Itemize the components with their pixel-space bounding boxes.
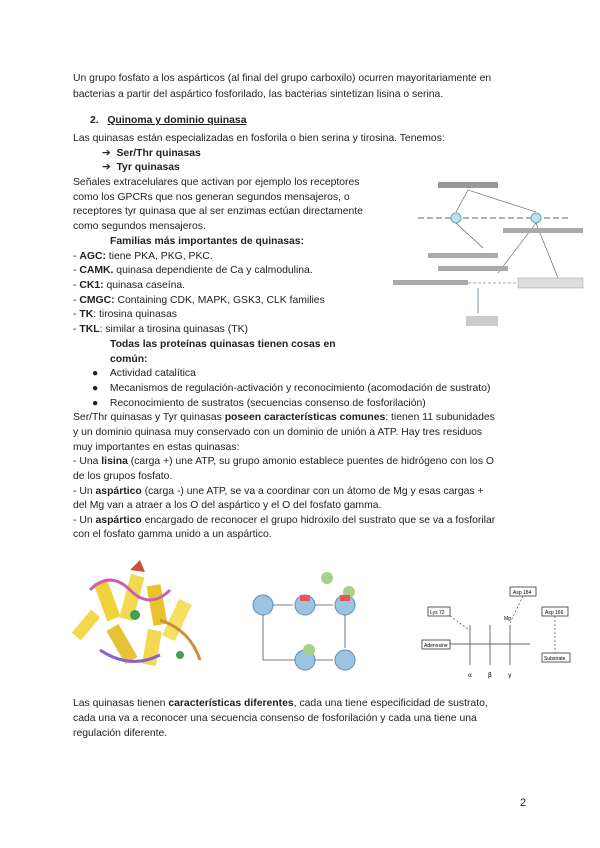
para3-line: Señales extracelulares que activan por ejemplo los receptores [73,177,360,188]
para5-line: cada una va a reconocer una secuencia consenso de fosforilación y cada una tiene una [73,713,477,724]
para5-line: regulación diferente. [73,728,168,739]
para4-line: - Un aspártico (carga -) une ATP, se va a coordinar con un átomo de Mg y esas cargas + [73,486,484,497]
para5-line: Las quinasas tienen características diferentes, cada una tiene especificidad de sustrato, [73,698,488,709]
para2: Las quinasas están especializadas en fosforila o bien serina y tirosina. Tenemos: [73,133,445,144]
para4-line: muy importantes en estas quinasas: [73,442,240,453]
para4-line: - Un aspártico encargado de reconocer el grupo hidroxilo del sustrato que se va a fosforilar [73,515,496,526]
fig-label-mg: Mg [504,616,511,622]
family-item: - TKL: similar a tirosina quinasas (TK) [73,324,248,335]
fig-label-gamma: γ [508,672,512,679]
para4-line: - Una lisina (carga +) une ATP, su grupo amonio establece puentes de hidrógeno con los O [73,456,494,467]
para4-line: de los grupos fosfato. [73,471,173,482]
heading-text: Quinoma y dominio quinasa [107,115,247,126]
family-item: - AGC: tiene PKA, PKG, PKC. [73,251,213,262]
arrow-item-1: ➔ Ser/Thr quinasas [102,148,201,159]
bullet-item: ● Mecanismos de regulación-activación y reconocimiento (acomodación de sustrato) [92,383,491,394]
para4-line: Ser/Thr quinasas y Tyr quinasas poseen características comunes: tienen 11 subunidades [73,412,495,423]
fig-label-substrate: Substrate [544,656,566,662]
kinase-structure-figure [70,560,240,690]
family-item: - TK: tirosina quinasas [73,309,177,320]
bullet-item: ● Reconocimiento de sustratos (secuencias consenso de fosforilación) [92,398,426,409]
para3-line: como los GPCRs que nos generan segundos mensajeros, o [73,192,350,203]
para4-line: y un dominio quinasa muy conservado con un dominio de unión a ATP. Hay tres residuos [73,427,483,438]
catalytic-site-figure [420,585,580,685]
page-number: 2 [520,797,527,809]
para3-line: como segundos mensajeros. [73,221,206,232]
para1-line1: Un grupo fosfato a los aspárticos (al final del grupo carboxilo) ocurren mayoritariamente en [73,73,492,84]
fig-label-asp166: Asp 166 [545,610,564,616]
family-item: - CK1: quinasa caseína. [73,280,186,291]
kinase-cycle-figure [245,570,375,685]
heading-number: 2. [90,115,99,126]
para3-line: receptores tyr quinasa que al ser enzimas ectúan directamente [73,206,363,217]
para1-line2: bacterias a partir del aspártico fosforilado, las bacterias sintetizan lisina o serina. [73,89,444,100]
fig-label-adenosine: Adenosine [424,643,448,649]
section-heading [90,114,246,127]
arrow-item-2: ➔ Tyr quinasas [102,162,180,173]
fig-label-beta: β [488,672,492,679]
arrow-item-2-text: Tyr quinasas [116,162,180,173]
signaling-diagram-figure [388,178,588,338]
family-item: - CMGC: Containing CDK, MAPK, GSK3, CLK families [73,295,325,306]
families-title: Familias más importantes de quinasas: [110,236,305,247]
fig-label-asp184: Asp 184 [513,590,532,596]
fig-label-lys: Lys 72 [430,610,445,616]
fig-label-alpha: α [468,672,472,679]
common-title-2: común: [110,354,148,365]
common-title-1: Todas las proteínas quinasas tienen cosas en [110,339,336,350]
family-item: - CAMK. quinasa dependiente de Ca y calmodulina. [73,265,313,276]
para4-line: del Mg van a atraer a los O del aspártico y el O del fosfato gamma. [73,500,382,511]
arrow-item-1-text: Ser/Thr quinasas [116,148,201,159]
bullet-item: ● Actividad catalítica [92,368,196,379]
para4-line: con el fosfato gamma unido a un aspártico. [73,529,272,540]
